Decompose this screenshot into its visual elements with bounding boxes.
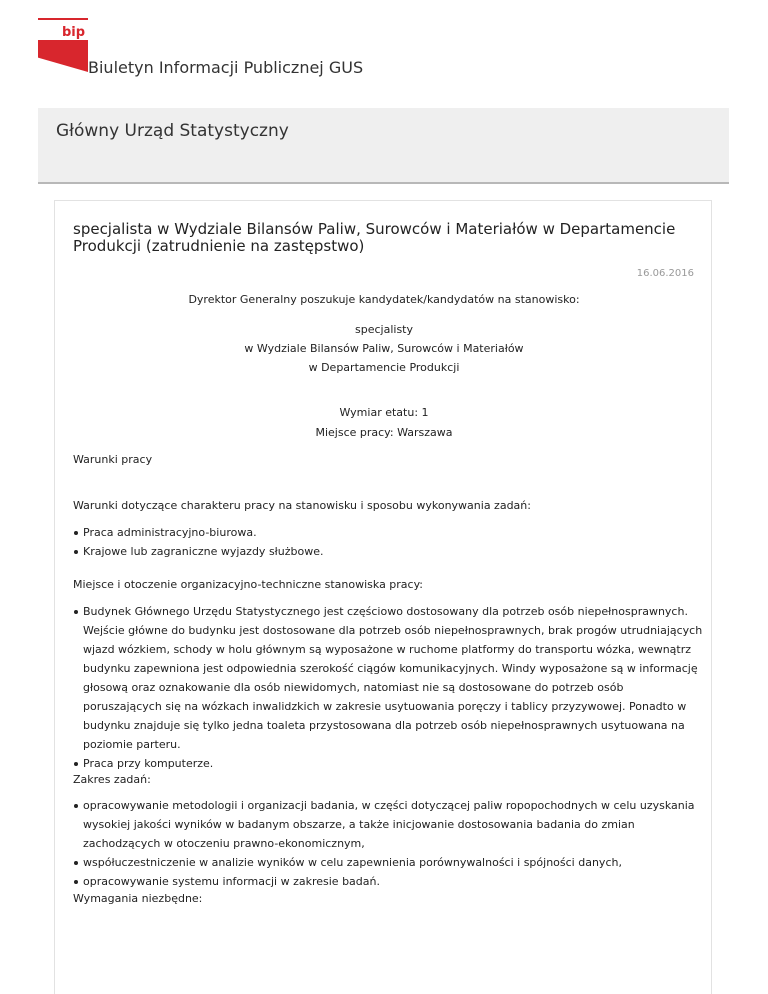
otoczenie-list xyxy=(73,602,703,773)
list-item: Budynek Głównego Urzędu Statystycznego jest częściowo dostosowany dla potrzeb osób niepełnosprawnych. Wejście główne do budynku jest dostosowane dla potrzeb osób niepełnosprawnych, brak progów utrudniających wjazd wózkiem, schody w holu głównym są wyposażone w ruchome platformy do transportu wózka, wewnątrz budynku zapewniona jest odpowiednia szerokość ciągów komunikacyjnych. Windy wyposażone są w informację głosową oraz oznakowanie dla osób niewidomych, natomiast nie są dostosowane do potrzeb osób poruszających się na wózkach inwalidzkich w zakresie usytuowania poręczy i tablicy przyzywowej. Ponadto w budynku znajduje się tylko jedna toaleta przystosowana dla potrzeb osób niepełnosprawnych usytuowana na poziomie parteru. xyxy=(73,602,703,754)
bip-logo-top xyxy=(38,18,88,42)
list-item: współuczestniczenie w analizie wyników w celu zapewnienia porównywalności i spójności danych, xyxy=(73,853,703,872)
workplace-location: Miejsce pracy: Warszawa xyxy=(315,426,453,439)
zakres-list xyxy=(73,796,703,891)
bip-logo[interactable] xyxy=(38,18,88,72)
section-heading-otoczenie: Miejsce i otoczenie organizacyjno-techniczne stanowiska pracy: xyxy=(73,578,424,591)
section-heading-wymagania: Wymagania niezbędne: xyxy=(73,892,203,905)
section-heading-warunki: Warunki pracy xyxy=(73,453,153,466)
list-item: opracowywanie metodologii i organizacji badania, w części dotyczącej paliw ropopochodnych w celu uzyskania wysokiej jakości wyników w badanym obszarze, a także inicjowanie dostosowania badania do zmian zachodzących w otoczeniu prawno-ekonomicznym, xyxy=(73,796,703,853)
site-title[interactable]: Biuletyn Informacji Publicznej GUS xyxy=(88,58,364,77)
section-heading-charakter: Warunki dotyczące charakteru pracy na stanowisku i sposobu wykonywania zadań: xyxy=(73,499,531,512)
employment-size: Wymiar etatu: 1 xyxy=(339,406,429,419)
article-container xyxy=(54,200,712,994)
charakter-list xyxy=(73,523,703,561)
bip-logo-text: bip xyxy=(62,25,86,40)
article-intro: Dyrektor Generalny poszukuje kandydatek/kandydatów na stanowisko: xyxy=(188,293,580,306)
list-item: opracowywanie systemu informacji w zakresie badań. xyxy=(73,872,703,891)
article-title: specjalista w Wydziale Bilansów Paliw, Surowców i Materiałów w Departamencie Produkcji (zatrudnienie na zastępstwo) xyxy=(73,220,676,255)
position-line-1: specjalisty xyxy=(355,323,413,336)
section-heading-zakres: Zakres zadań: xyxy=(73,773,151,786)
article-date: 16.06.2016 xyxy=(636,268,694,279)
list-item: Krajowe lub zagraniczne wyjazdy służbowe. xyxy=(73,542,703,561)
position-line-2: w Wydziale Bilansów Paliw, Surowców i Materiałów xyxy=(244,342,524,355)
organization-name: Główny Urząd Statystyczny xyxy=(56,121,289,141)
position-line-3: w Departamencie Produkcji xyxy=(308,361,460,374)
list-item: Praca przy komputerze. xyxy=(73,754,703,773)
header-band xyxy=(38,108,729,184)
bip-logo-flag xyxy=(38,40,88,72)
list-item: Praca administracyjno-biurowa. xyxy=(73,523,703,542)
